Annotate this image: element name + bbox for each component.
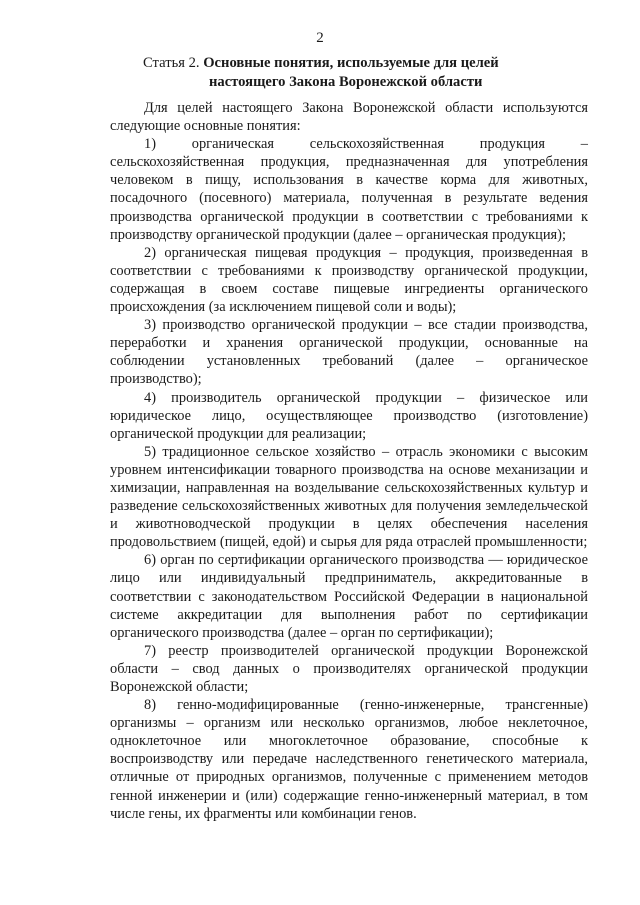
definition-item-8: 8) генно-модифицированные (генно-инженерные, трансгенные) организмы – организм или несколько организмов, любое неклеточное, одноклеточное или многоклеточное образование, способные к воспроизводству или передаче наследственного генетического материала, отличные от природных организмов, полученные с применением методов генной инженерии и (или) содержащие генно-инженерный материал, в том числе гены, их фрагменты или комбинации генов. <box>110 697 588 822</box>
article-title-line1: Основные понятия, используемые для целей <box>203 55 499 71</box>
article-body <box>110 99 588 823</box>
article-heading <box>143 54 563 92</box>
definition-item-7: 7) реестр производителей органической продукции Воронежской области – свод данных о производителях органической продукции Воронежской области; <box>110 642 588 695</box>
definition-item-2: 2) органическая пищевая продукция – продукция, произведенная в соответствии с требованиями к производству органической продукции, содержащая в своем составе пищевые ингредиенты органического происхождения (за исключением пищевой соли и воды); <box>110 244 588 316</box>
definition-item-4: 4) производитель органической продукции – физическое или юридическое лицо, осуществляющее производство (изготовление) органической продукции для реализации; <box>110 389 588 442</box>
article-title-line2: настоящего Закона Воронежской области <box>209 74 483 90</box>
definition-item-1: 1) органическая сельскохозяйственная продукция – сельскохозяйственная продукция, предназначенная для употребления человеком в пищу, использования в качестве корма для животных, посадочного (посевного) материала, полученная в результате ведения производства органической продукции в соответствии с требованиями к производству органической продукции (далее – органическая продукция); <box>110 136 588 243</box>
definition-item-5: 5) традиционное сельское хозяйство – отрасль экономики с высоким уровнем интенсификации товарного производства на основе механизации и химизации, направленная на возделывание сельскохозяйственных культур и разведение сельскохозяйственных животных для получения земледельческой и животноводческой продукции в целях обеспечения населения продовольствием (пищей, едой) и сырья для ряда отраслей промышленности; <box>110 443 588 551</box>
definition-item-3: 3) производство органической продукции – все стадии производства, переработки и хранения органической продукции, основанные на соблюдении установленных требований (далее – органическое производство); <box>110 317 588 388</box>
page-number: 2 <box>316 30 324 46</box>
intro-paragraph: Для целей настоящего Закона Воронежской области используются следующие основные понятия: <box>110 100 588 135</box>
definition-item-6: 6) орган по сертификации органического производства — юридическое лицо или индивидуальный предприниматель, аккредитованные в соответствии с законодательством Российской Федерации в национальной системе аккредитации для выполнения работ по сертификации органического производства (далее – орган по сертификации); <box>110 552 588 641</box>
article-number: Статья 2. <box>143 55 200 71</box>
